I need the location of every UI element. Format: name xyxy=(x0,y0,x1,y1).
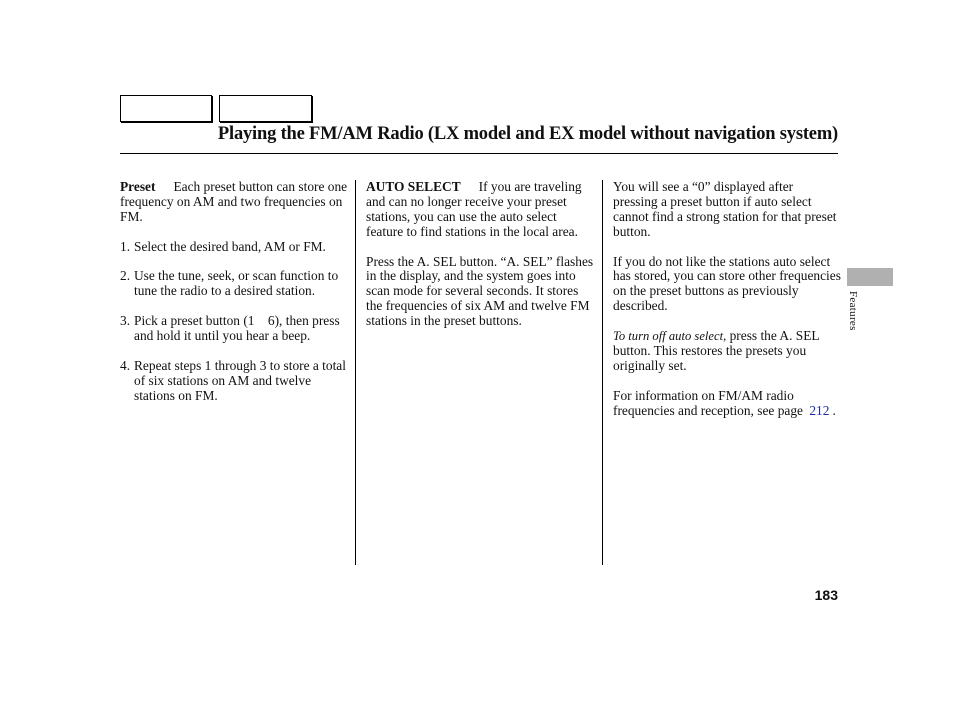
turn-off-text: press the A. SEL button. This restores the presets you originally set. xyxy=(613,328,820,373)
column-auto-select xyxy=(366,180,594,344)
section-label: Features xyxy=(847,291,859,331)
reference-text: For information on FM/AM radio frequencies and reception, see page xyxy=(613,387,803,418)
reference-note xyxy=(613,389,841,419)
auto-select-intro-text: If you are traveling and can no longer receive your preset stations, you can use the auto select feature to find stations in the local area. xyxy=(366,179,582,239)
page-number: 183 xyxy=(814,587,838,603)
step-number: 2. xyxy=(120,268,131,284)
nav-box-previous[interactable] xyxy=(120,95,212,122)
step-item xyxy=(120,314,348,344)
nav-box-next[interactable] xyxy=(219,95,312,122)
preset-heading: Preset xyxy=(120,179,156,194)
preset-intro xyxy=(120,180,348,225)
step-text: Pick a preset button (1 6), then press and hold it until you hear a beep. xyxy=(134,313,344,344)
step-text: Use the tune, seek, or scan function to tune the radio to a desired station. xyxy=(134,268,339,299)
auto-select-heading: AUTO SELECT xyxy=(366,179,461,194)
column-divider xyxy=(355,180,356,565)
reference-period: . xyxy=(832,402,836,418)
title-rule xyxy=(120,153,838,154)
step-number: 3. xyxy=(120,313,131,329)
step-item xyxy=(120,240,348,255)
zero-display-note: You will see a “0” displayed after pressing a preset button if auto select cannot find a strong station for that preset button. xyxy=(613,179,837,239)
column-notes xyxy=(613,180,841,433)
column-divider xyxy=(602,180,603,565)
step-item xyxy=(120,359,348,404)
turn-off-note xyxy=(613,329,841,374)
page-link[interactable]: 212 xyxy=(809,402,830,418)
store-other-note: If you do not like the stations auto select has stored, you can store other frequencies on the preset buttons as previously described. xyxy=(613,253,841,314)
turn-off-lead: To turn off auto select, xyxy=(613,329,727,344)
section-tab xyxy=(847,268,893,286)
preset-intro-text: Each preset button can store one frequency on AM and two frequencies on FM. xyxy=(120,179,348,224)
column-preset xyxy=(120,180,348,418)
page-title: Playing the FM/AM Radio (LX model and EX model without navigation system) xyxy=(217,124,838,144)
auto-select-instructions: Press the A. SEL button. “A. SEL” flashes in the display, and the system goes into scan mode for several seconds. It stores the frequencies of six AM and twelve FM stations in the preset buttons. xyxy=(366,253,594,329)
step-text: Repeat steps 1 through 3 to store a total of six stations on AM and twelve stations on FM. xyxy=(134,357,346,403)
auto-select-intro xyxy=(366,180,594,240)
step-number: 4. xyxy=(120,357,131,373)
step-number: 1. xyxy=(120,238,131,254)
step-text: Select the desired band, AM or FM. xyxy=(134,238,326,254)
step-item xyxy=(120,269,348,299)
